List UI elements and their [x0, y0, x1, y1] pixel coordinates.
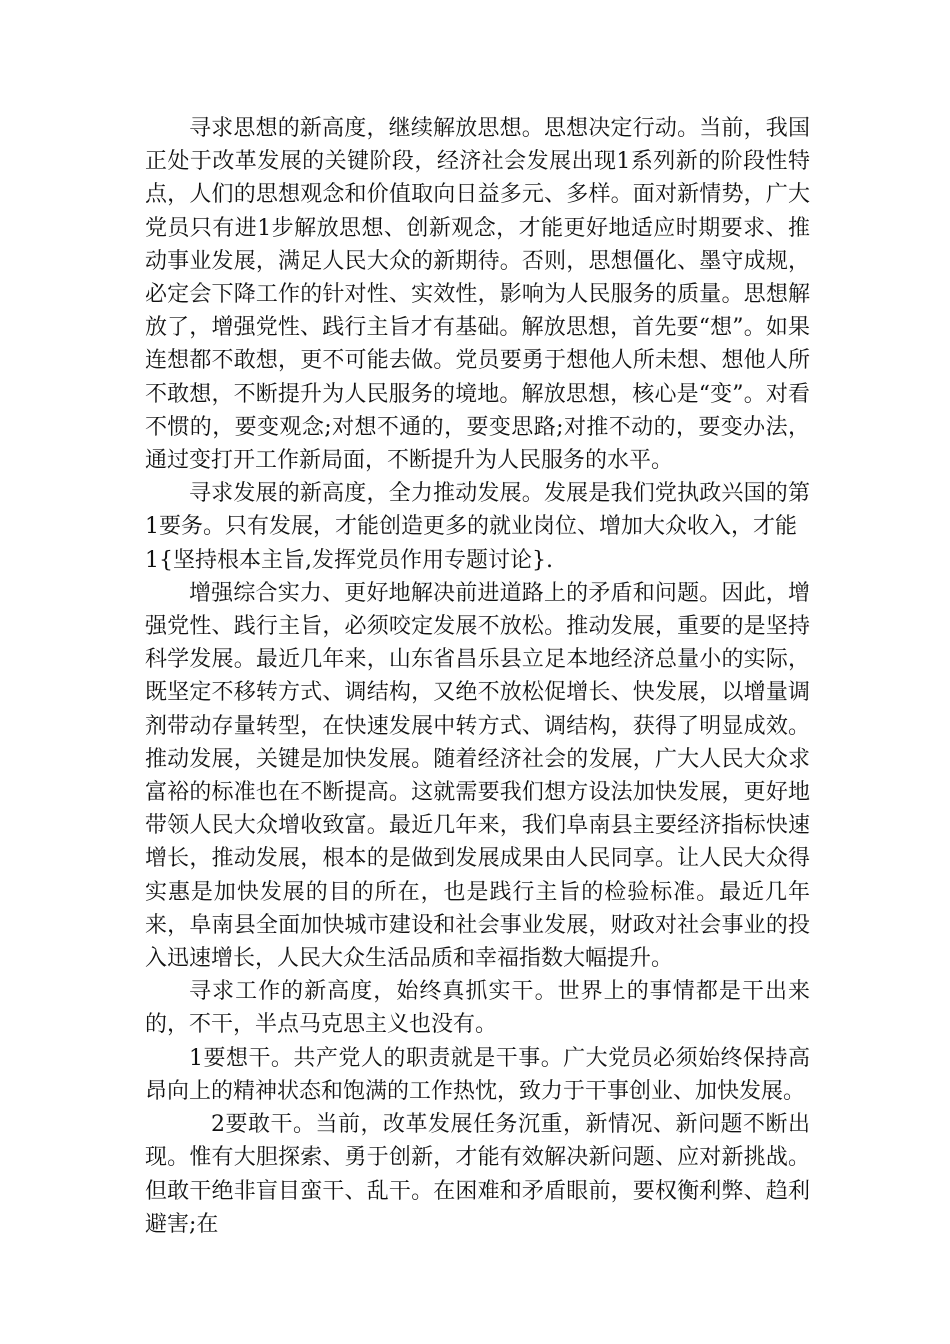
paragraph-liberate-thinking: 寻求思想的新高度，继续解放思想。思想决定行动。当前，我国正处于改革发展的关键阶段，经济社会发展出现1系列新的阶段性特点，人们的思想观念和价值取向日益多元、多样。面对新情势，广大党员只有进1步解放思想、创新观念，才能更好地适应时期要求、推动事业发展，满足人民大众的新期待。否则，思想僵化、墨守成规，必定会下降工作的针对性、实效性，影响为人民服务的质量。思想解放了，增强党性、践行主旨才有基础。解放思想，首先要“想”。如果连想都不敢想，更不可能去做。党员要勇于想他人所未想、想他人所不敢想，不断提升为人民服务的境地。解放思想，核心是“变”。对看不惯的，要变观念;对想不通的，要变思路;对推不动的，要变办法，通过变打开工作新局面，不断提升为人民服务的水平。 — [145, 116, 810, 474]
paragraph-strengthen-strength: 增强综合实力、更好地解决前进道路上的矛盾和问题。因此，增强党性、践行主旨，必须咬定发展不放松。推动发展，重要的是坚持科学发展。最近几年来，山东省昌乐县立足本地经济总量小的实际，既坚定不移转方式、调结构，又绝不放松促增长、快发展，以增量调剂带动存量转型，在快速发展中转方式、调结构，获得了明显成效。推动发展，关键是加快发展。随着经济社会的发展，广大人民大众求富裕的标准也在不断提高。这就需要我们想方设法加快发展，更好地带领人民大众增收致富。最近几年来，我们阜南县主要经济指标快速增长，推动发展，根本的是做到发展成果由人民同享。让人民大众得实惠是加快发展的目的所在，也是践行主旨的检验标准。最近几年来，阜南县全面加快城市建设和社会事业发展，财政对社会事业的投入迅速增长，人民大众生活品质和幸福指数大幅提升。 — [145, 580, 810, 972]
paragraph-topic-heading: 1{坚持根本主旨,发挥党员作用专题讨论}. — [145, 547, 553, 573]
paragraph-want-to-do: 1要想干。共产党人的职责就是干事。广大党员必须始终保持高昂向上的精神状态和饱满的工作热忱，致力于干事创业、加快发展。 — [145, 1045, 810, 1104]
document-body — [145, 112, 810, 1241]
paragraph-promote-development: 寻求发展的新高度，全力推动发展。发展是我们党执政兴国的第1要务。只有发展，才能创造更多的就业岗位、增加大众收入，才能 — [145, 481, 810, 540]
paragraph-work-height: 寻求工作的新高度，始终真抓实干。世界上的事情都是干出来的，不干，半点马克思主义也没有。 — [145, 979, 810, 1038]
paragraph-dare-to-do: 2要敢干。当前，改革发展任务沉重，新情况、新问题不断出现。惟有大胆探索、勇于创新，才能有效解决新问题、应对新挑战。但敢干绝非盲目蛮干、乱干。在困难和矛盾眼前，要权衡利弊、趋利避害;在 — [145, 1112, 810, 1237]
